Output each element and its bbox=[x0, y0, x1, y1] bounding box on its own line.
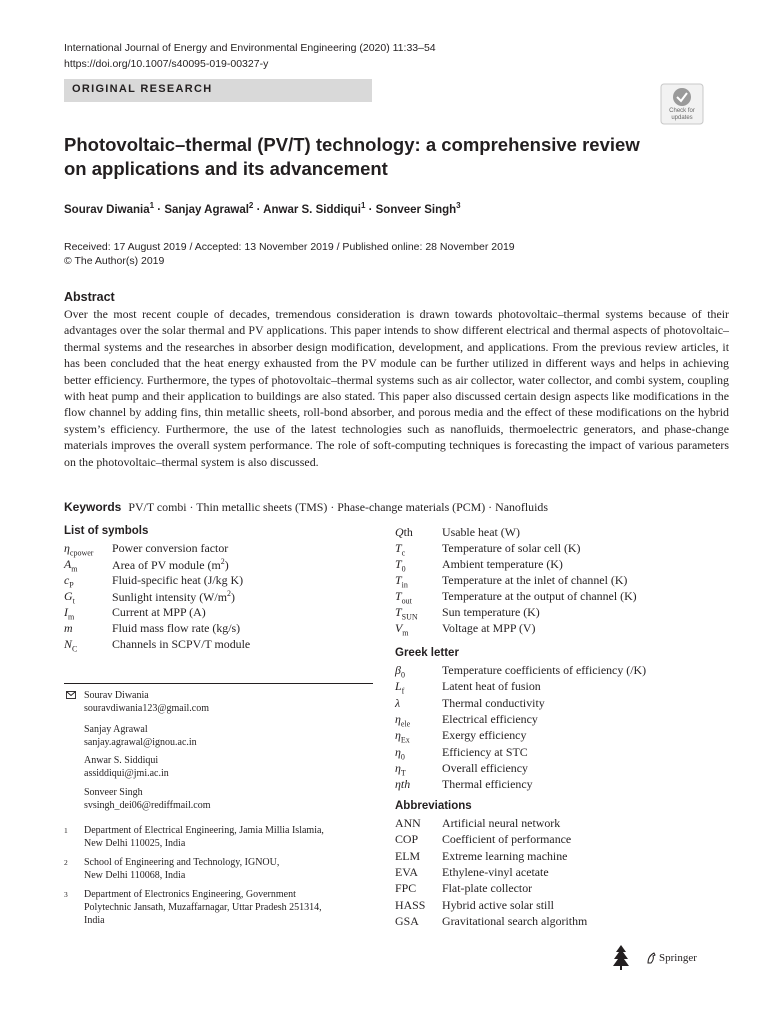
keywords-text: PV/T combi · Thin metallic sheets (TMS) · Phase-change materials (PCM) · Nanofluids bbox=[128, 500, 548, 514]
article-type-label: ORIGINAL RESEARCH bbox=[72, 83, 213, 95]
check-badge-line2: updates bbox=[671, 115, 693, 121]
author-affiliation-mark: 1 bbox=[149, 201, 155, 210]
symbols-right-list: Qth Usable heat (W) $T_c$ Temperature of solar cell (K) $T_0$ Ambient temperature (K) $T_{in}$ Temperature at the inlet of channel (K) $T_{out}$ Temperature at the output of channel (K) $T_{SUN}$ Sun temperature (K) $V_m$ Voltage at MPP (V) bbox=[395, 525, 637, 638]
journal-citation bbox=[64, 40, 436, 72]
affiliation-line: New Delhi 110068, India bbox=[84, 870, 186, 881]
journal-citation-line: International Journal of Energy and Environmental Engineering (2020) 11:33–54 bbox=[64, 42, 436, 54]
contact-entry bbox=[84, 786, 211, 812]
affiliation-line: Department of Electrical Engineering, Jamia Millia Islamia, bbox=[84, 825, 324, 836]
title-line: Photovoltaic–thermal (PV/T) technology: a comprehensive review bbox=[64, 134, 640, 155]
footnote-divider bbox=[64, 683, 373, 684]
contact-name: Anwar S. Siddiqui bbox=[84, 755, 159, 766]
tree-icon bbox=[612, 943, 630, 971]
greek-heading: Greek letter bbox=[395, 647, 459, 659]
contact-email[interactable]: sanjay.agrawal@ignou.ac.in bbox=[84, 737, 197, 748]
check-badge-line1: Check for bbox=[669, 108, 695, 114]
article-title bbox=[64, 133, 664, 181]
check-for-updates-badge[interactable] bbox=[660, 83, 704, 125]
contact-name: Sonveer Singh bbox=[84, 787, 143, 798]
author-list: Sourav Diwania$^1$ · Sanjay Agrawal$^2$ · Anwar S. Siddiqui$^1$ · Sonveer Singh$^3$ bbox=[64, 201, 461, 216]
affiliation-number: 2 bbox=[64, 858, 68, 867]
abstract-heading: Abstract bbox=[64, 290, 115, 304]
author-affiliation-mark: 2 bbox=[248, 201, 254, 210]
affiliation-entry bbox=[64, 888, 374, 938]
affiliation-line: Polytechnic Jansath, Muzaffarnagar, Uttar Pradesh 251314, bbox=[84, 902, 322, 913]
author-affiliation-mark: 1 bbox=[360, 201, 366, 210]
title-line: on applications and its advancement bbox=[64, 158, 388, 179]
author-name[interactable]: Anwar S. Siddiqui bbox=[263, 203, 361, 216]
contact-email[interactable]: souravdiwania123@gmail.com bbox=[84, 703, 210, 714]
abbreviations-list: ANN Artificial neural network COP Coefficient of performance ELM Extreme learning machine EVA Ethylene-vinyl acetate FPC Flat-plate collector HASS Hybrid active solar still GSA Gravitational search algorithm bbox=[395, 816, 588, 928]
contact-name: Sanjay Agrawal bbox=[84, 724, 148, 735]
abstract-text: Over the most recent couple of decades, tremendous consideration is drawn towards photovoltaic–thermal systems because of their advantages over the solar thermal and PV applications. This paper intends to show different electrical and thermal aspects of photovoltaic–thermal systems and the researches in absorber design modification, development, and applications. From the previous review articles, it has been concluded that the heat energy exhausted from the PV module can be further utilized in different ways and helps in achieving better efficiency. Furthermore, the types of photovoltaic–thermal systems such as air collector, water collector, and combi system, coupling with heat pump and their application to buildings are also stated. This paper also discussed certain design aspects like modifications in the flow channel by adding fins, thin metallic sheets, roll-bond absorber, and porous media and the effect of these modifications on the hybrid system’s efficiency. Furthermore, the use of the latest technologies such as nanofluids, thermoelectric generators, and phase-change materials improves the overall system performance. The role of soft-computing techniques is forecasting the impact of various parameters on the photovoltaic–thermal system is also discussed. bbox=[64, 307, 729, 469]
greek-list: $\beta_0$ Temperature coefficients of efficiency (/K) $L_f$ Latent heat of fusion λ Thermal conductivity $\eta_{ele}$ Electrical efficiency $\eta_{Ex}$ Exergy efficiency $\eta_0$ Efficiency at STC $\eta_T$ Overall efficiency ηth Thermal efficiency bbox=[395, 663, 647, 792]
springer-horse-icon bbox=[646, 952, 657, 964]
affiliation-number: 3 bbox=[64, 890, 68, 899]
keywords bbox=[64, 500, 548, 515]
symbols-left-list: $\eta_{cpower}$ Power conversion factor $A_m$ Area of PV module $(m^2)$ $c_P$ Fluid-specific heat (J/kg K) $G_t$ Sunlight intensity $(W/m^2)$ $I_m$ Current at MPP (A) m Fluid mass flow rate (kg/s) $N_C$ Channels in SCPV/T module bbox=[64, 541, 251, 654]
keywords-label: Keywords bbox=[64, 500, 122, 514]
affiliation-number: 1 bbox=[64, 826, 68, 835]
contact-entry bbox=[84, 723, 197, 749]
abbreviations-heading: Abbreviations bbox=[395, 800, 472, 812]
affiliation-line: School of Engineering and Technology, IGNOU, bbox=[84, 857, 280, 868]
affiliation-line: India bbox=[84, 915, 105, 926]
affiliation-line: New Delhi 110025, India bbox=[84, 838, 186, 849]
contact-email[interactable]: svsingh_dei06@rediffmail.com bbox=[84, 800, 211, 811]
contact-email[interactable]: assiddiqui@jmi.ac.in bbox=[84, 768, 169, 779]
contact-entry bbox=[84, 689, 209, 715]
publisher-logo bbox=[612, 943, 722, 973]
doi-link[interactable]: https://doi.org/10.1007/s40095-019-00327-y bbox=[64, 58, 269, 70]
symbols-heading: List of symbols bbox=[64, 525, 149, 537]
author-affiliation-mark: 3 bbox=[456, 201, 461, 210]
author-name[interactable]: Sourav Diwania bbox=[64, 203, 150, 216]
author-name[interactable]: Sonveer Singh bbox=[375, 203, 457, 216]
article-type-banner bbox=[64, 79, 372, 102]
publisher-name: Springer bbox=[659, 952, 697, 964]
history-dates: Received: 17 August 2019 / Accepted: 13 November 2019 / Published online: 28 November 2019 bbox=[64, 241, 515, 253]
publication-dates bbox=[64, 240, 515, 268]
copyright: © The Author(s) 2019 bbox=[64, 255, 165, 267]
contact-entry bbox=[84, 754, 169, 780]
contact-name: Sourav Diwania bbox=[84, 690, 149, 701]
envelope-icon bbox=[66, 691, 76, 699]
affiliation-line: Department of Electronics Engineering, Government bbox=[84, 889, 296, 900]
author-name[interactable]: Sanjay Agrawal bbox=[164, 203, 249, 216]
